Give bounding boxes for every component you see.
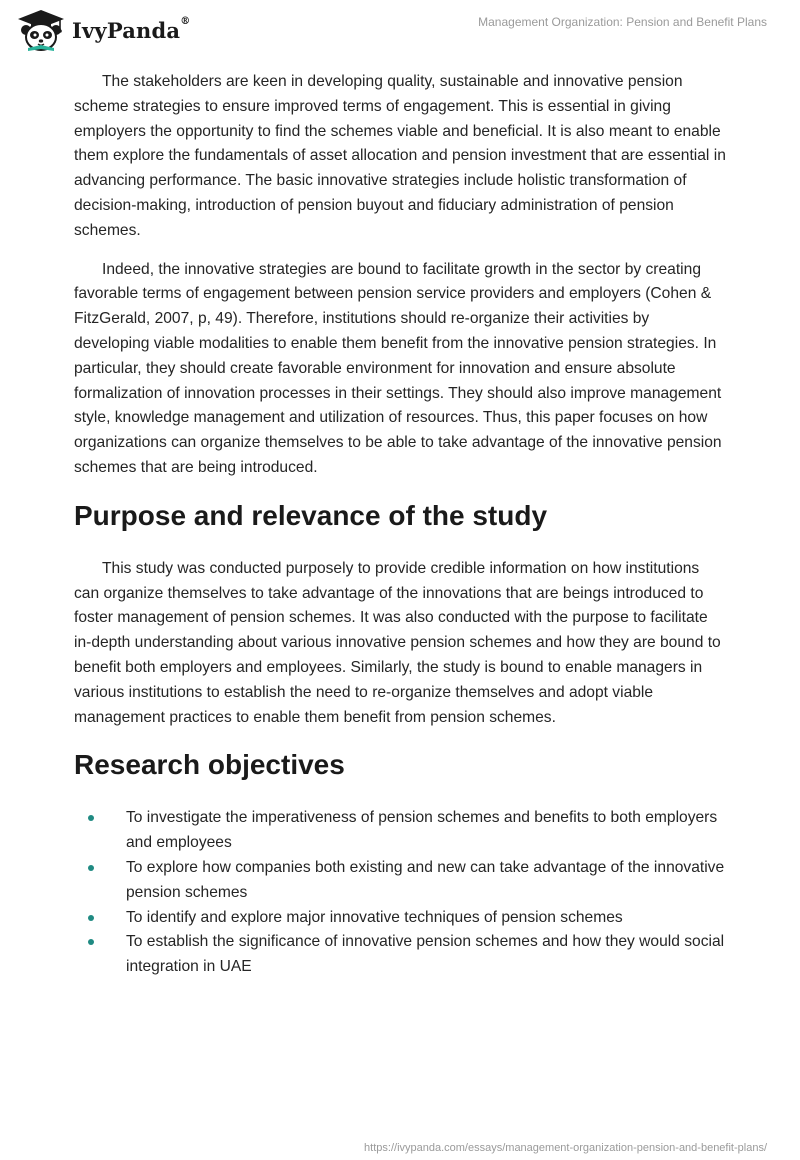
paragraph-intro-1: The stakeholders are keen in developing quality, sustainable and innovative pension scheme strategies to ensure improved terms of engagement. This is essential in giving employers the opportunity to find the schemes viable and beneficial. It is also meant to enable them explore the fundamentals of asset allocation and pension investment that are essential in advancing performance. The basic innovative strategies include holistic transformation of decision-making, introduction of pension buyout and fiduciary administration of pension schemes.	[74, 73, 726, 239]
bullet-icon	[88, 915, 94, 921]
list-item	[74, 806, 728, 856]
panda-graduation-cap-icon	[14, 8, 68, 52]
logo-wordmark: IvyPanda	[72, 17, 181, 43]
source-url[interactable]: https://ivypanda.com/essays/management-organization-pension-and-benefit-plans/	[364, 1142, 767, 1154]
page-header	[0, 0, 800, 60]
objective-text: To explore how companies both existing and new can take advantage of the innovative pension schemes	[126, 858, 725, 901]
list-item	[74, 930, 728, 980]
list-item	[74, 906, 728, 931]
list-item	[74, 856, 728, 906]
purpose-paragraph: This study was conducted purposely to provide credible information on how institutions can organize themselves to take advantage of the innovations that are beings introduced to foster management of pension schemes. It was also conducted with the purpose to facilitate in-depth understanding about various innovative pension schemes and how they are bound to benefit both employers and employees. Similarly, the study is bound to enable managers in various institutions to establish the need to re-organize themselves and adopt viable management practices to enable them benefit from pension schemes.	[74, 559, 721, 726]
bullet-icon	[88, 939, 94, 945]
bullet-icon	[88, 815, 94, 821]
objectives-heading: Research objectives	[74, 749, 345, 781]
bullet-icon	[88, 865, 94, 871]
objective-text: To establish the significance of innovative pension schemes and how they would social integration in UAE	[126, 933, 725, 976]
paragraph-intro-2: Indeed, the innovative strategies are bound to facilitate growth in the sector by creating favorable terms of engagement between pension service providers and employers (Cohen & FitzGerald, 2007, p, 49). Therefore, institutions should re-organize their activities by developing viable modalities to enable them benefit from the innovative pension strategies. In particular, they should create favorable environment for innovation and ensure absolute formalization of innovation processes in their settings. They should also improve management style, knowledge management and utilization of resources. Thus, this paper focuses on how organizations can organize themselves to be able to take advantage of the innovative pension schemes that are being introduced.	[74, 260, 722, 476]
logo-text	[72, 15, 191, 43]
objectives-list	[74, 806, 728, 980]
objective-text: To identify and explore major innovative techniques of pension schemes	[126, 908, 623, 926]
purpose-heading: Purpose and relevance of the study	[74, 499, 548, 531]
ivypanda-logo[interactable]	[14, 8, 190, 52]
objective-text: To investigate the imperativeness of pension schemes and benefits to both employers and employees	[126, 809, 718, 852]
document-title: Management Organization: Pension and Benefit Plans	[478, 15, 767, 29]
registered-mark: ®	[180, 15, 191, 27]
essay-content	[74, 70, 728, 980]
